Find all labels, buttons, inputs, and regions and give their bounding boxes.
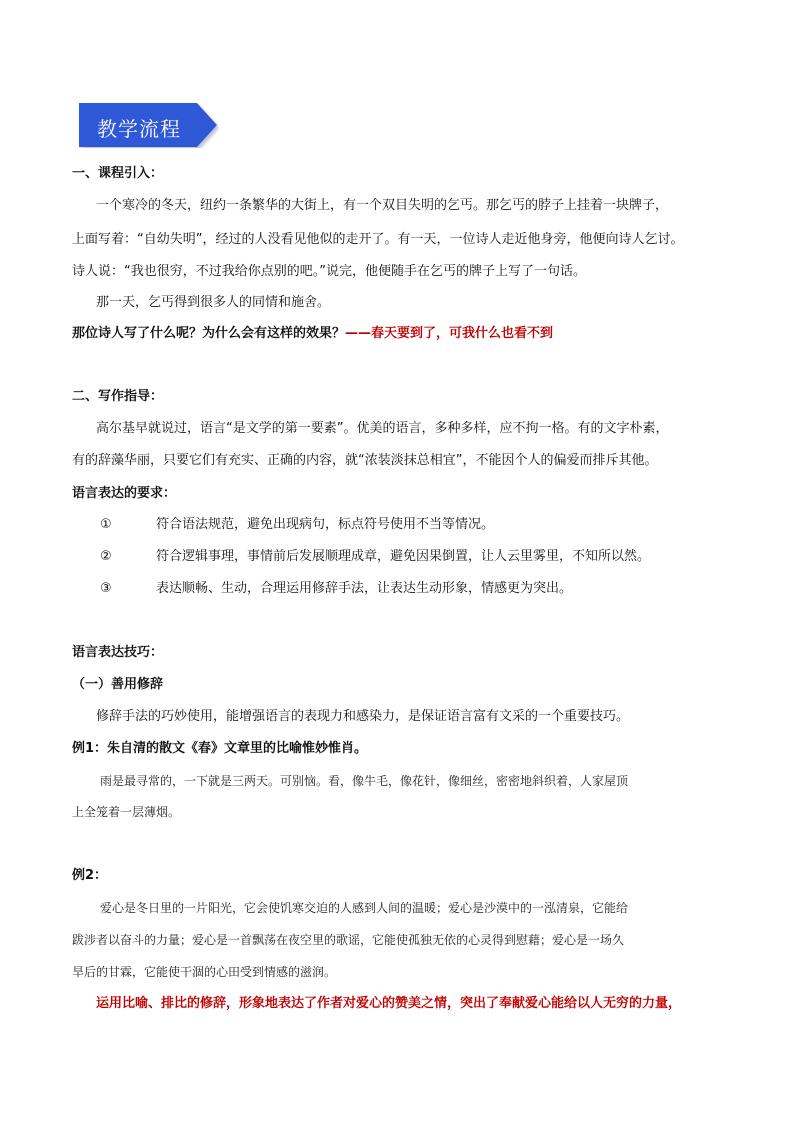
example1-line-2: 上全笼着一层薄烟。 [72, 805, 181, 819]
conclusion-text: 运用比喻、排比的修辞，形象地表达了作者对爱心的赞美之情，突出了奉献爱心能给以人无穷的力量， [96, 996, 682, 1011]
skills-heading: 语言表达技巧： [72, 645, 164, 660]
answer-text: ——春天要到了，可我什么也看不到 [345, 326, 554, 341]
example2-line-1: 爱心是冬日里的一片阳光，它会使饥寒交迫的人感到人间的温暖；爱心是沙漠中的一泓清泉，它能给 [100, 901, 629, 915]
intro-para-2: 那一天，乞丐得到很多人的同情和施舍。 [96, 295, 331, 310]
requirement-text-2: 符合逻辑事理，事情前后发展顺理成章，避免因果倒置，让人云里雾里，不知所以然。 [156, 549, 651, 564]
intro-line-1: 一个寒冷的冬天，纽约一条繁华的大街上，有一个双目失明的乞丐。那乞丐的脖子上挂着一块牌子， [96, 198, 669, 213]
requirement-num-3: ③ [100, 581, 112, 596]
rhetoric-paragraph: 修辞手法的巧妙使用，能增强语言的表现力和感染力，是保证语言富有文采的一个重要技巧。 [96, 709, 630, 724]
guide-line-2: 有的辞藻华丽，只要它们有充实、正确的内容，就“浓装淡抹总相宜”，不能因个人的偏爱而排斥其他。 [72, 453, 658, 468]
requirement-num-1: ① [100, 517, 112, 532]
question-text: 那位诗人写了什么呢？为什么会有这样的效果？ [72, 326, 346, 341]
intro-line-2: 上面写着：“自幼失明”，经过的人没看见他似的走开了。有一天，一位诗人走近他身旁，他便向诗人乞讨。 [72, 232, 684, 247]
requirement-text-1: 符合语法规范，避免出现病句，标点符号使用不当等情况。 [156, 517, 495, 532]
example2-title: 例2： [72, 868, 108, 883]
example1-title: 例1：朱自清的散文《春》文章里的比喻惟妙惟肖。 [72, 741, 368, 756]
banner-title: 教学流程 [97, 117, 181, 141]
example2-line-3: 旱后的甘霖，它能使干涸的心田受到情感的滋润。 [72, 965, 337, 979]
requirement-text-3: 表达顺畅、生动，合理运用修辞手法，让表达生动形象，情感更为突出。 [156, 581, 573, 596]
requirements-heading: 语言表达的要求： [72, 486, 177, 501]
requirement-num-2: ② [100, 549, 112, 564]
section-banner [79, 103, 219, 148]
intro-line-3: 诗人说：“我也很穷，不过我给你点别的吧。”说完，他便随手在乞丐的牌子上写了一句话。 [72, 264, 586, 279]
example2-line-2: 跋涉者以奋斗的力量；爱心是一首飘荡在夜空里的歌谣，它能使孤独无依的心灵得到慰藉；爱心是一场久 [72, 933, 625, 947]
example1-line-1: 雨是最寻常的，一下就是三两天。可别恼。看，像牛毛，像花针，像细丝，密密地斜织着，人家屋顶 [100, 774, 629, 788]
rhetoric-subheading: （一）善用修辞 [72, 677, 164, 692]
section1-heading: 一、课程引入： [72, 166, 164, 181]
guide-line-1: 高尔基早就说过，语言“是文学的第一要素”。优美的语言，多种多样，应不拘一格。有的文字朴素， [96, 421, 669, 436]
section2-heading: 二、写作指导： [72, 389, 164, 404]
question-line [72, 326, 553, 342]
